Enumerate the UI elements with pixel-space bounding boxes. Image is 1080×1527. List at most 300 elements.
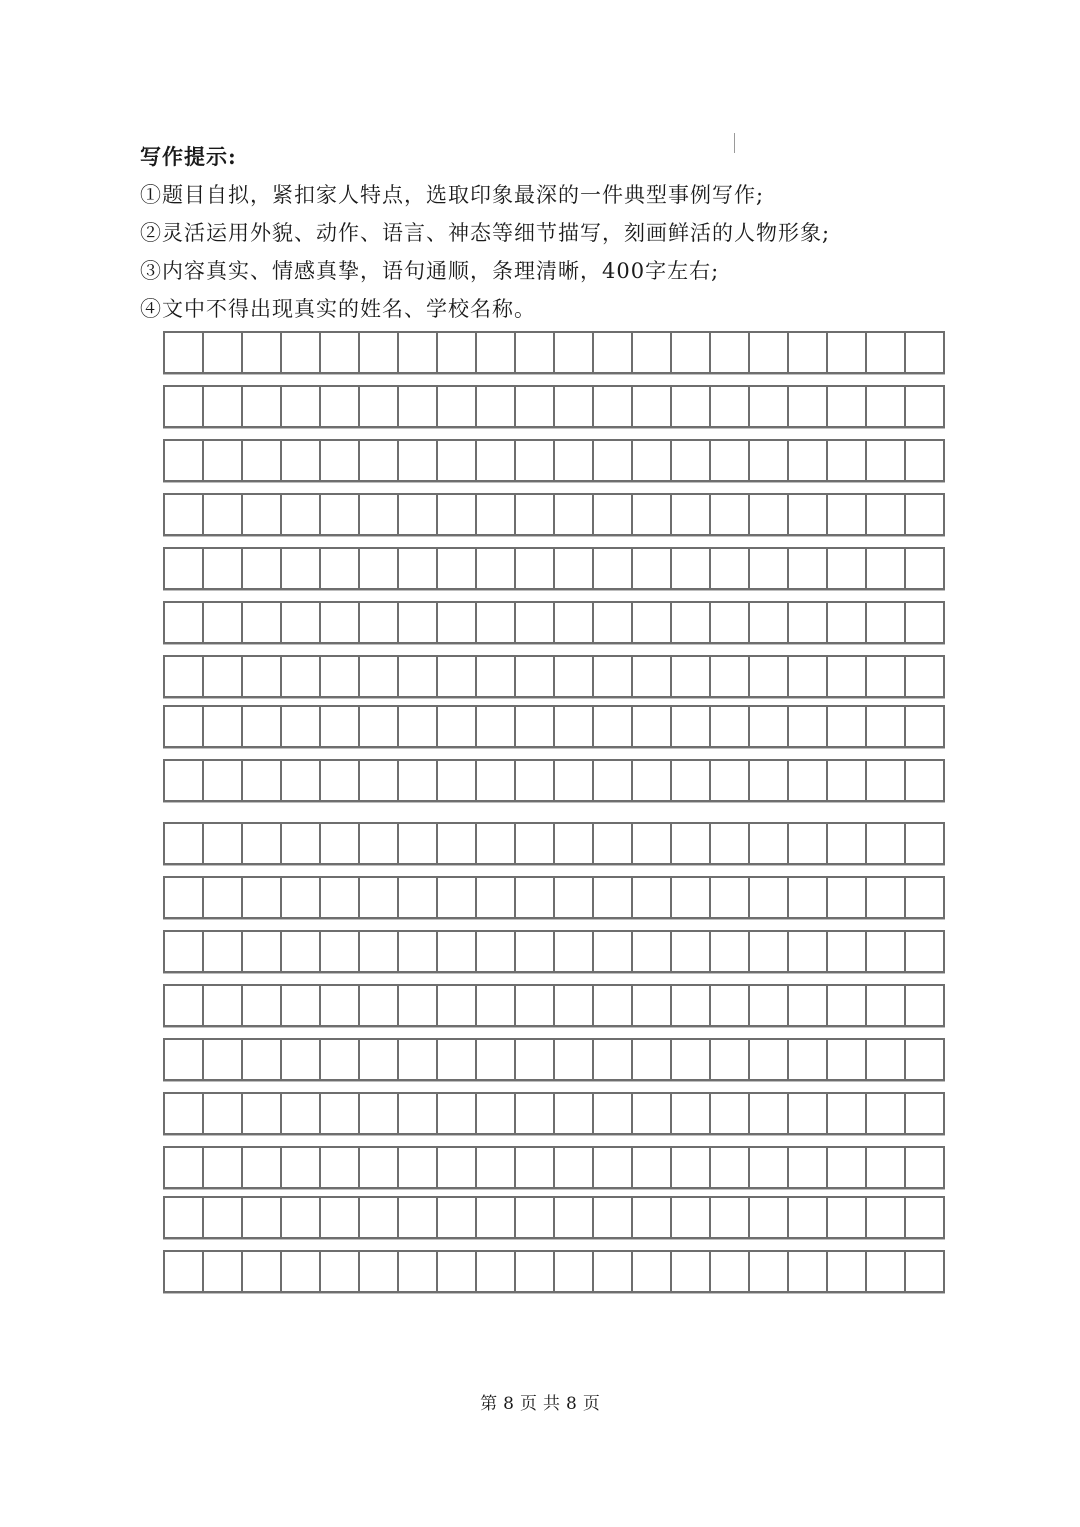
- grid-cell: [672, 387, 711, 426]
- grid-cell: [867, 387, 906, 426]
- grid-cell: [243, 657, 282, 696]
- grid-cell: [750, 657, 789, 696]
- grid-cell: [282, 1252, 321, 1291]
- grid-cell: [672, 603, 711, 642]
- grid-cell: [165, 986, 204, 1025]
- grid-cell: [555, 441, 594, 480]
- grid-cell: [711, 1040, 750, 1079]
- grid-cell: [555, 333, 594, 372]
- grid-cell: [867, 1040, 906, 1079]
- grid-cell: [828, 1198, 867, 1237]
- grid-cell: [789, 1252, 828, 1291]
- grid-cell: [165, 1252, 204, 1291]
- grid-cell: [165, 824, 204, 863]
- grid-cell: [750, 761, 789, 800]
- grid-cell: [633, 824, 672, 863]
- grid-cell: [243, 603, 282, 642]
- grid-cell: [750, 1252, 789, 1291]
- footer-page-total: 8: [566, 1394, 577, 1414]
- grid-cell: [672, 549, 711, 588]
- grid-cell: [750, 603, 789, 642]
- grid-cell: [243, 387, 282, 426]
- grid-cell: [633, 707, 672, 746]
- grid-cell: [789, 1040, 828, 1079]
- grid-cell: [438, 761, 477, 800]
- grid-cell: [321, 1198, 360, 1237]
- grid-cell: [906, 549, 943, 588]
- grid-cell: [243, 878, 282, 917]
- grid-cell: [555, 1040, 594, 1079]
- grid-cell: [204, 657, 243, 696]
- grid-cell: [360, 761, 399, 800]
- grid-cell: [438, 932, 477, 971]
- grid-cell: [516, 761, 555, 800]
- grid-cell: [750, 495, 789, 534]
- grid-cell: [867, 707, 906, 746]
- grid-cell: [282, 441, 321, 480]
- grid-cell: [867, 761, 906, 800]
- grid-cell: [828, 657, 867, 696]
- grid-cell: [906, 1198, 943, 1237]
- grid-cell: [516, 824, 555, 863]
- tip-item-2: ②灵活运用外貌、动作、语言、神态等细节描写，刻画鲜活的人物形象;: [140, 221, 831, 245]
- grid-cell: [282, 932, 321, 971]
- grid-cell: [438, 1198, 477, 1237]
- grid-cell: [828, 1252, 867, 1291]
- grid-cell: [243, 986, 282, 1025]
- grid-cell: [243, 824, 282, 863]
- grid-cell: [165, 1040, 204, 1079]
- grid-cell: [633, 1094, 672, 1133]
- grid-cell: [789, 495, 828, 534]
- grid-cell: [399, 387, 438, 426]
- grid-cell: [750, 932, 789, 971]
- grid-cell: [360, 495, 399, 534]
- grid-cell: [360, 387, 399, 426]
- grid-cell: [282, 824, 321, 863]
- grid-cell: [438, 657, 477, 696]
- grid-cell: [711, 824, 750, 863]
- grid-cell: [282, 878, 321, 917]
- grid-cell: [711, 878, 750, 917]
- grid-cell: [399, 707, 438, 746]
- grid-cell: [711, 441, 750, 480]
- grid-cell: [555, 1252, 594, 1291]
- grid-cell: [672, 1040, 711, 1079]
- grid-cell: [477, 1040, 516, 1079]
- grid-cell: [516, 495, 555, 534]
- grid-cell: [321, 603, 360, 642]
- grid-cell: [555, 1148, 594, 1187]
- grid-cell: [594, 441, 633, 480]
- grid-cell: [516, 441, 555, 480]
- grid-row: [163, 759, 945, 802]
- grid-cell: [516, 707, 555, 746]
- grid-cell: [750, 707, 789, 746]
- grid-cell: [555, 387, 594, 426]
- grid-cell: [516, 1148, 555, 1187]
- footer-label-ye2: 页: [582, 1394, 600, 1414]
- grid-cell: [516, 878, 555, 917]
- grid-cell: [633, 1198, 672, 1237]
- grid-cell: [906, 986, 943, 1025]
- grid-cell: [828, 495, 867, 534]
- grid-cell: [477, 387, 516, 426]
- grid-cell: [711, 549, 750, 588]
- grid-cell: [867, 333, 906, 372]
- grid-cell: [750, 878, 789, 917]
- grid-cell: [633, 657, 672, 696]
- grid-cell: [477, 1198, 516, 1237]
- grid-cell: [633, 333, 672, 372]
- grid-cell: [711, 1198, 750, 1237]
- grid-cell: [633, 441, 672, 480]
- grid-cell: [204, 387, 243, 426]
- grid-cell: [360, 986, 399, 1025]
- grid-cell: [438, 1040, 477, 1079]
- grid-cell: [165, 603, 204, 642]
- grid-cell: [906, 333, 943, 372]
- grid-cell: [321, 878, 360, 917]
- grid-cell: [399, 1094, 438, 1133]
- grid-cell: [360, 657, 399, 696]
- grid-cell: [867, 824, 906, 863]
- grid-cell: [789, 761, 828, 800]
- grid-row: [163, 331, 945, 374]
- grid-cell: [672, 878, 711, 917]
- grid-cell: [165, 1094, 204, 1133]
- grid-cell: [204, 441, 243, 480]
- grid-cell: [516, 387, 555, 426]
- grid-cell: [399, 333, 438, 372]
- grid-cell: [399, 824, 438, 863]
- grid-cell: [750, 986, 789, 1025]
- grid-cell: [906, 1040, 943, 1079]
- grid-cell: [711, 932, 750, 971]
- grid-cell: [477, 1252, 516, 1291]
- grid-cell: [477, 441, 516, 480]
- grid-cell: [594, 824, 633, 863]
- grid-cell: [438, 1148, 477, 1187]
- grid-cell: [477, 1148, 516, 1187]
- grid-cell: [516, 603, 555, 642]
- grid-cell: [204, 878, 243, 917]
- grid-cell: [243, 441, 282, 480]
- grid-cell: [477, 1094, 516, 1133]
- footer-label-gong: 共: [543, 1394, 560, 1414]
- grid-cell: [165, 761, 204, 800]
- grid-cell: [282, 1040, 321, 1079]
- grid-cell: [867, 932, 906, 971]
- grid-cell: [360, 1094, 399, 1133]
- grid-cell: [204, 549, 243, 588]
- grid-row: [163, 705, 945, 748]
- grid-cell: [477, 824, 516, 863]
- grid-cell: [321, 657, 360, 696]
- grid-cell: [906, 1252, 943, 1291]
- grid-cell: [555, 761, 594, 800]
- grid-cell: [165, 707, 204, 746]
- grid-cell: [165, 495, 204, 534]
- grid-cell: [438, 986, 477, 1025]
- grid-cell: [906, 1148, 943, 1187]
- grid-cell: [711, 986, 750, 1025]
- grid-cell: [555, 657, 594, 696]
- grid-cell: [594, 707, 633, 746]
- grid-cell: [321, 441, 360, 480]
- grid-cell: [165, 932, 204, 971]
- grid-cell: [594, 1040, 633, 1079]
- grid-cell: [399, 878, 438, 917]
- grid-cell: [672, 1198, 711, 1237]
- grid-cell: [906, 603, 943, 642]
- grid-cell: [594, 1198, 633, 1237]
- grid-cell: [282, 707, 321, 746]
- grid-cell: [516, 1040, 555, 1079]
- grid-cell: [399, 761, 438, 800]
- grid-cell: [516, 1094, 555, 1133]
- grid-cell: [867, 986, 906, 1025]
- grid-cell: [438, 878, 477, 917]
- grid-cell: [438, 1252, 477, 1291]
- grid-cell: [789, 333, 828, 372]
- grid-cell: [321, 1040, 360, 1079]
- grid-row: [163, 876, 945, 919]
- grid-cell: [477, 707, 516, 746]
- grid-cell: [555, 495, 594, 534]
- grid-cell: [477, 761, 516, 800]
- grid-cell: [477, 932, 516, 971]
- grid-cell: [321, 707, 360, 746]
- grid-cell: [672, 441, 711, 480]
- grid-cell: [555, 932, 594, 971]
- grid-cell: [477, 878, 516, 917]
- grid-cell: [906, 761, 943, 800]
- grid-cell: [438, 495, 477, 534]
- page-footer: [0, 1392, 1080, 1416]
- grid-cell: [906, 387, 943, 426]
- grid-cell: [906, 657, 943, 696]
- grid-cell: [516, 1252, 555, 1291]
- grid-cell: [438, 603, 477, 642]
- grid-cell: [789, 986, 828, 1025]
- grid-cell: [360, 603, 399, 642]
- grid-cell: [243, 761, 282, 800]
- grid-cell: [711, 387, 750, 426]
- grid-cell: [828, 986, 867, 1025]
- grid-cell: [438, 549, 477, 588]
- grid-cell: [789, 824, 828, 863]
- grid-cell: [204, 707, 243, 746]
- grid-cell: [633, 986, 672, 1025]
- grid-cell: [438, 441, 477, 480]
- grid-cell: [789, 603, 828, 642]
- grid-row: [163, 1146, 945, 1189]
- grid-cell: [399, 549, 438, 588]
- grid-cell: [867, 1198, 906, 1237]
- grid-cell: [750, 387, 789, 426]
- tip-item-3: ③内容真实、情感真挚，语句通顺，条理清晰，400字左右;: [140, 259, 720, 283]
- grid-cell: [789, 387, 828, 426]
- grid-cell: [321, 549, 360, 588]
- grid-cell: [594, 549, 633, 588]
- grid-cell: [594, 878, 633, 917]
- grid-cell: [633, 549, 672, 588]
- grid-cell: [204, 1252, 243, 1291]
- grid-cell: [360, 549, 399, 588]
- grid-row: [163, 385, 945, 428]
- grid-cell: [243, 1148, 282, 1187]
- grid-cell: [672, 986, 711, 1025]
- grid-cell: [477, 603, 516, 642]
- grid-cell: [672, 932, 711, 971]
- grid-cell: [204, 1040, 243, 1079]
- grid-cell: [282, 657, 321, 696]
- grid-cell: [867, 1148, 906, 1187]
- grid-cell: [594, 1094, 633, 1133]
- writing-tips: [140, 138, 960, 328]
- grid-cell: [828, 1148, 867, 1187]
- grid-cell: [672, 333, 711, 372]
- grid-cell: [399, 657, 438, 696]
- grid-cell: [672, 761, 711, 800]
- grid-cell: [477, 657, 516, 696]
- footer-label-ye: 页: [520, 1394, 537, 1414]
- grid-cell: [594, 761, 633, 800]
- grid-cell: [789, 707, 828, 746]
- grid-cell: [711, 1252, 750, 1291]
- grid-cell: [594, 387, 633, 426]
- grid-cell: [360, 824, 399, 863]
- grid-cell: [477, 549, 516, 588]
- grid-cell: [555, 1094, 594, 1133]
- grid-row: [163, 493, 945, 536]
- grid-cell: [867, 441, 906, 480]
- grid-cell: [828, 707, 867, 746]
- grid-cell: [477, 495, 516, 534]
- grid-cell: [906, 707, 943, 746]
- grid-cell: [282, 986, 321, 1025]
- grid-cell: [204, 333, 243, 372]
- grid-cell: [633, 1252, 672, 1291]
- grid-cell: [672, 707, 711, 746]
- grid-cell: [906, 932, 943, 971]
- grid-cell: [204, 495, 243, 534]
- grid-cell: [906, 878, 943, 917]
- grid-cell: [165, 387, 204, 426]
- grid-cell: [828, 1094, 867, 1133]
- grid-cell: [711, 761, 750, 800]
- grid-cell: [516, 986, 555, 1025]
- grid-cell: [243, 1198, 282, 1237]
- grid-cell: [204, 1198, 243, 1237]
- tip-item-1: ①题目自拟，紧扣家人特点，选取印象最深的一件典型事例写作;: [140, 183, 765, 207]
- grid-cell: [165, 878, 204, 917]
- grid-cell: [438, 707, 477, 746]
- grid-cell: [789, 932, 828, 971]
- grid-cell: [282, 1094, 321, 1133]
- grid-cell: [282, 1198, 321, 1237]
- grid-cell: [828, 824, 867, 863]
- grid-cell: [399, 1198, 438, 1237]
- grid-cell: [243, 1040, 282, 1079]
- grid-cell: [633, 603, 672, 642]
- grid-cell: [555, 603, 594, 642]
- grid-row: [163, 439, 945, 482]
- grid-cell: [282, 387, 321, 426]
- grid-cell: [711, 603, 750, 642]
- grid-cell: [360, 707, 399, 746]
- grid-cell: [438, 824, 477, 863]
- grid-cell: [672, 1094, 711, 1133]
- grid-cell: [321, 1252, 360, 1291]
- grid-cell: [867, 549, 906, 588]
- grid-cell: [321, 1094, 360, 1133]
- grid-cell: [282, 495, 321, 534]
- grid-cell: [750, 333, 789, 372]
- grid-cell: [594, 986, 633, 1025]
- grid-cell: [321, 761, 360, 800]
- grid-cell: [750, 441, 789, 480]
- grid-cell: [321, 387, 360, 426]
- grid-cell: [867, 1094, 906, 1133]
- grid-cell: [594, 495, 633, 534]
- grid-cell: [243, 549, 282, 588]
- grid-cell: [399, 603, 438, 642]
- grid-cell: [282, 1148, 321, 1187]
- grid-cell: [438, 387, 477, 426]
- grid-cell: [516, 932, 555, 971]
- grid-row: [163, 930, 945, 973]
- grid-cell: [633, 932, 672, 971]
- tip-item-4: ④文中不得出现真实的姓名、学校名称。: [140, 297, 536, 321]
- grid-row: [163, 1196, 945, 1239]
- grid-cell: [321, 1148, 360, 1187]
- grid-cell: [555, 878, 594, 917]
- grid-cell: [243, 1094, 282, 1133]
- grid-cell: [828, 333, 867, 372]
- grid-cell: [672, 824, 711, 863]
- grid-cell: [243, 1252, 282, 1291]
- grid-cell: [906, 824, 943, 863]
- grid-cell: [789, 549, 828, 588]
- grid-cell: [516, 657, 555, 696]
- grid-cell: [243, 495, 282, 534]
- grid-cell: [867, 603, 906, 642]
- grid-cell: [672, 1148, 711, 1187]
- grid-cell: [789, 1148, 828, 1187]
- grid-cell: [321, 333, 360, 372]
- grid-cell: [750, 1148, 789, 1187]
- grid-cell: [828, 387, 867, 426]
- grid-cell: [438, 1094, 477, 1133]
- grid-cell: [555, 549, 594, 588]
- grid-cell: [399, 1148, 438, 1187]
- grid-cell: [165, 549, 204, 588]
- grid-cell: [633, 495, 672, 534]
- grid-cell: [789, 1094, 828, 1133]
- grid-cell: [399, 495, 438, 534]
- grid-cell: [789, 1198, 828, 1237]
- grid-cell: [399, 932, 438, 971]
- grid-cell: [204, 932, 243, 971]
- grid-cell: [906, 495, 943, 534]
- grid-cell: [867, 1252, 906, 1291]
- grid-cell: [711, 1094, 750, 1133]
- grid-cell: [204, 1148, 243, 1187]
- grid-cell: [828, 1040, 867, 1079]
- grid-cell: [672, 1252, 711, 1291]
